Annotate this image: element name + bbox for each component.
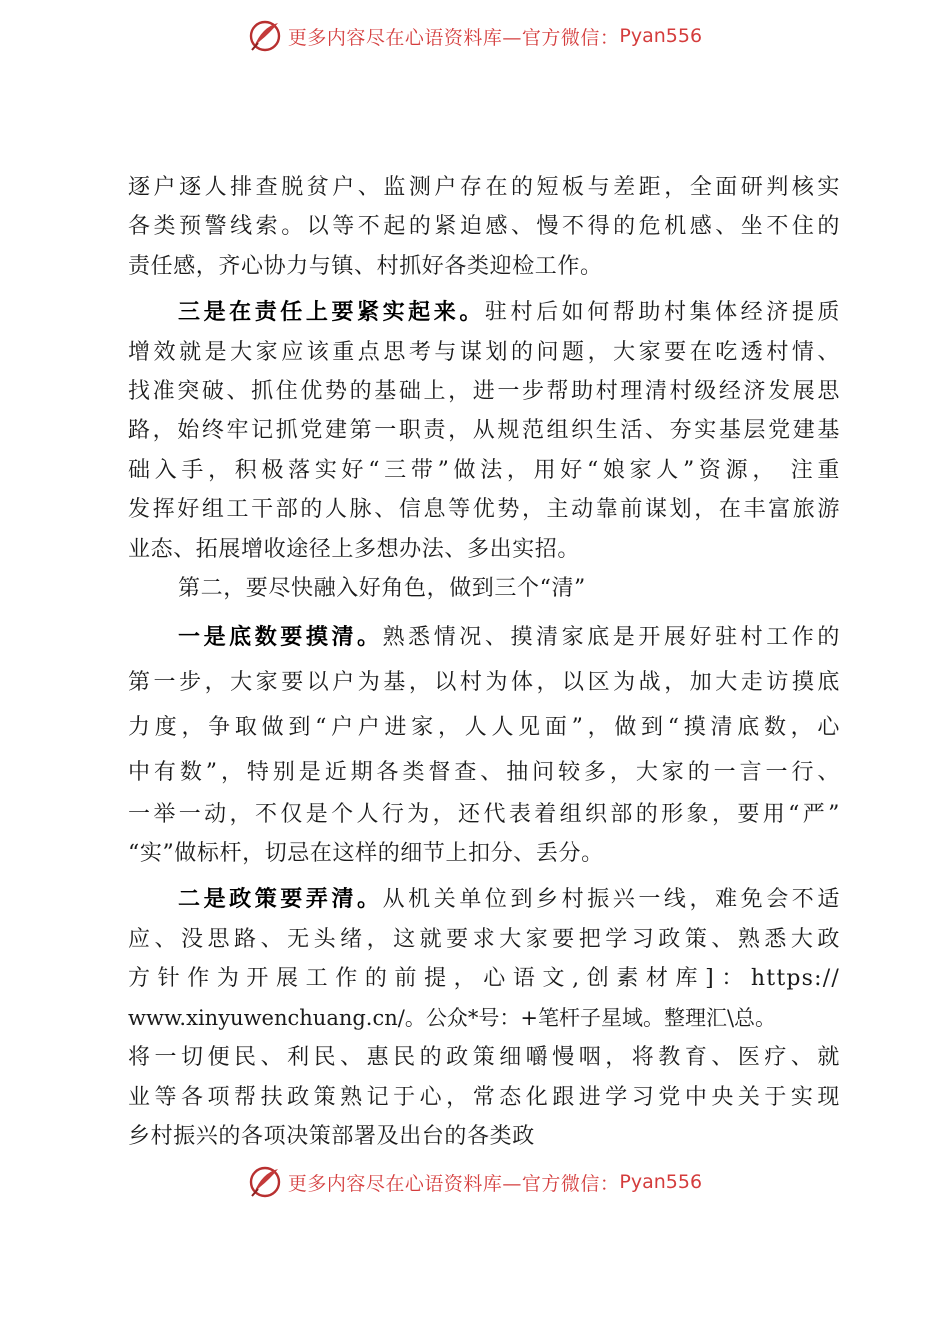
text-line: 第二，要尽快融入好角色，做到三个“清” xyxy=(178,576,586,602)
text-line: 找准突破、抓住优势的基础上，进一步帮助村理清村级经济发展思 xyxy=(128,379,840,405)
text-line: 第一步，大家要以户为基，以村为体，以区为战，加大走访摸底 xyxy=(128,670,840,696)
text-span: 熟悉情况、摸清家底是开展好驻村工作的 xyxy=(382,625,840,651)
text-line: 责任感，齐心协力与镇、村抓好各类迎检工作。 xyxy=(128,253,603,279)
text-line xyxy=(128,615,840,660)
header-banner-wechat: Pyan556 xyxy=(619,25,703,47)
text-line: 础入手，积极落实好“三带”做法，用好“娘家人”资源， 注重 xyxy=(128,457,840,483)
text-line: 乡村振兴的各项决策部署及出台的各类政 xyxy=(128,1123,535,1149)
paragraph-4 xyxy=(128,615,840,873)
bold-heading: 二是政策要弄清。 xyxy=(178,887,383,913)
footer-banner-wechat: Pyan556 xyxy=(619,1171,703,1193)
header-banner-text: 更多内容尽在心语资料库—官方微信： xyxy=(287,26,620,49)
text-line: 逐户逐人排查脱贫户、监测户存在的短板与差距，全面研判核实 xyxy=(128,175,840,200)
bold-heading: 一是底数要摸清。 xyxy=(178,625,383,651)
text-line: 发挥好组工干部的人脉、信息等优势，主动靠前谋划，在丰富旅游 xyxy=(128,497,840,523)
paragraph-1 xyxy=(128,168,840,286)
text-span: 从机关单位到乡村振兴一线，难免会不适 xyxy=(382,887,840,913)
text-line xyxy=(128,293,840,332)
text-line: 业态、拓展增收途径上多想办法、多出实招。 xyxy=(128,536,581,562)
text-line: 应、没思路、无头绪，这就要求大家要把学习政策、熟悉大政 xyxy=(128,926,840,952)
header-banner xyxy=(0,16,950,56)
footer-banner-text: 更多内容尽在心语资料库—官方微信： xyxy=(287,1172,620,1195)
text-line: 将一切便民、利民、惠民的政策细嚼慢咽，将教育、医疗、就 xyxy=(128,1045,840,1071)
text-line: 方针作为开展工作的前提，心语文,创素材库]：https:// xyxy=(128,966,840,992)
text-line xyxy=(128,880,840,919)
text-line: 路，始终牢记抓党建第一职责，从规范组织生活、夯实基层党建基 xyxy=(128,418,840,444)
paragraph-3 xyxy=(128,569,840,608)
text-span: 驻村后如何帮助村集体经济提质 xyxy=(484,300,841,326)
text-line: 力度，争取做到“户户进家，人人见面”，做到“摸清底数，心 xyxy=(128,715,840,741)
quill-logo-icon xyxy=(248,1165,282,1199)
paragraph-5 xyxy=(128,880,840,1156)
paragraph-2 xyxy=(128,293,840,569)
text-line: 各类预警线索。以等不起的紧迫感、慢不得的危机感、坐不住的 xyxy=(128,214,840,240)
text-line: 一举一动，不仅是个人行为，还代表着组织部的形象，要用“严” xyxy=(128,802,840,828)
text-line: 增效就是大家应该重点思考与谋划的问题，大家要在吃透村情、 xyxy=(128,339,840,365)
text-line: 中有数”，特别是近期各类督查、抽问较多，大家的一言一行、 xyxy=(128,760,840,786)
footer-banner xyxy=(0,1162,950,1202)
text-line: 业等各项帮扶政策熟记于心，常态化跟进学习党中央关于实现 xyxy=(128,1084,840,1110)
text-line: www.xinyuwenchuang.cn/。公众*号：+笔杆子星域。整理汇\总。 xyxy=(128,1005,777,1030)
text-line: “实”做标杆，切忌在这样的细节上扣分、丢分。 xyxy=(128,841,604,867)
quill-logo-icon xyxy=(248,19,282,53)
bold-heading: 三是在责任上要紧实起来。 xyxy=(178,300,485,326)
document-body xyxy=(128,168,840,1156)
